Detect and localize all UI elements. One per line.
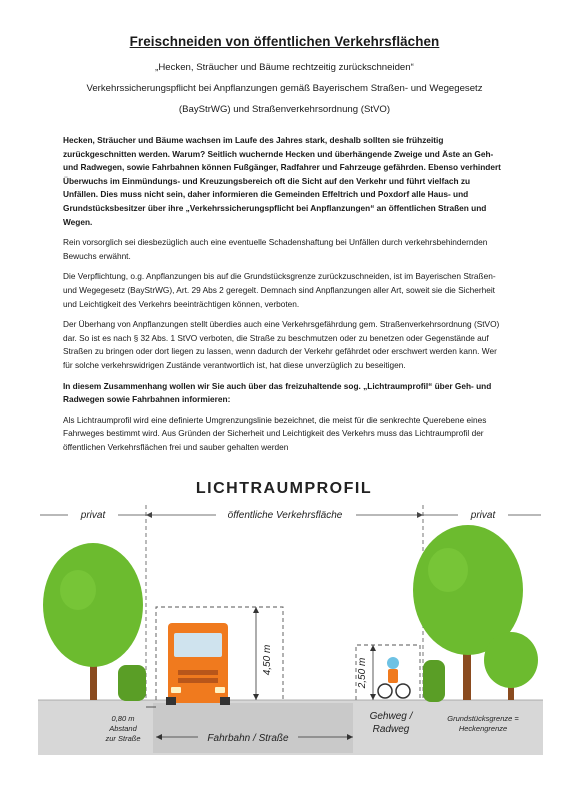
intro-paragraph: Hecken, Sträucher und Bäume wachsen im Laufe des Jahres stark, deshalb sollten sie frühzeitig zurückgeschnitten werden. Warum? Seitlich wuchernde Hecken und überhängende Zweige und Äste an Geh- und Radwegen, sowie Fahrbahnen können Fußgänger, Radfahrer und Fahrzeuge gefährden. Ebenso verhindert Überwuchs im Einmündungs- und Kreuzungsbereich oft die Sicht auf den Verkehr und führt vielfach zu Unfällen. Dies muss nicht sein, daher informieren die Gemeinden Effeltrich und Poxdorf alle Haus- und Grundstücksbesitzer über ihre „Verkehrssicherungspflicht bei Anpflanzungen“ an öffentlichen Straßen und Wegen.	[63, 135, 501, 227]
svg-text:Abstand: Abstand	[109, 724, 137, 733]
zone-label-private-right	[423, 508, 541, 521]
svg-text:privat: privat	[80, 510, 106, 521]
svg-text:Fahrbahn / Straße: Fahrbahn / Straße	[207, 733, 289, 744]
body-paragraph: Der Überhang von Anpflanzungen stellt überdies auch eine Verkehrsgefährdung gem. Straßenverkehrsordnung (StVO) dar. So ist es nach § 32 Abs. 1 StVO verboten, die Straße zu beschmutzen oder zu benetzen oder Gegenstände auf Straßen zu bringen oder dort liegen zu lassen, wenn dadurch der Verkehr gefährdet oder erschwert werden kann. Wer für solche verkehrswidrigen Zustände verantwortlich ist, hat diese unverzüglich zu beseitigen.	[63, 319, 500, 370]
road-surface	[153, 703, 353, 753]
subtitle-line: (BayStrWG) und Straßenverkehrsordnung (StVO)	[178, 104, 391, 115]
hedge-right-icon	[423, 660, 445, 702]
svg-text:öffentliche Verkehrsfläche: öffentliche Verkehrsfläche	[227, 510, 343, 521]
svg-text:zur Straße: zur Straße	[105, 734, 141, 743]
body-paragraph: Die Verpflichtung, o.g. Anpflanzungen bis auf die Grundstücksgrenze zurückzuschneiden, ist im Bayerischen Straßen- und Wegegesetz (BayStrWG), Art. 29 Abs 2 geregelt. Demnach sind Anpflanzungen aller Art, soweit sie die Sicherheit und Leichtigkeit des Verkehrs beeinträchtigen können, verboten.	[63, 271, 496, 309]
svg-text:4,50 m: 4,50 m	[262, 644, 273, 676]
svg-text:privat: privat	[470, 510, 496, 521]
subtitle-line: „Hecken, Sträucher und Bäume rechtzeitig zurückschneiden“	[155, 62, 414, 73]
height-path-dimension	[357, 645, 376, 700]
svg-text:Radweg: Radweg	[372, 724, 410, 735]
body-paragraph: Als Lichtraumprofil wird eine definierte Umgrenzungslinie bezeichnet, die meist für die senkrechte Querebene eines Fahrweges bestimmt wird. Aus Gründen der Sicherheit und Leichtigkeit des Verkehrs muss das Lichtraumprofil der öffentlichen Verkehrsflächen frei und sauber gehalten werden	[63, 414, 487, 452]
tree-small-right-icon	[484, 632, 538, 700]
svg-text:Grundstücksgrenze =: Grundstücksgrenze =	[447, 714, 519, 723]
svg-text:Heckengrenze: Heckengrenze	[458, 724, 508, 733]
subtitle-block	[63, 57, 506, 120]
body-paragraph: Rein vorsorglich sei diesbezüglich auch eine eventuelle Schadenshaftung bei Unfällen durch verkehrsbehindernden Bewuchs erwähnt.	[63, 237, 488, 261]
truck-icon	[166, 623, 230, 705]
document-title: Freischneiden von öffentlichen Verkehrsflächen	[129, 34, 440, 49]
emphasis-paragraph: In diesem Zusammenhang wollen wir Sie auch über das freizuhaltende sog. „Lichtraumprofil“ über Geh- und Radwegen sowie Fahrbahnen informieren:	[63, 380, 492, 405]
zone-label-public	[146, 508, 423, 521]
svg-text:Gehweg /: Gehweg /	[369, 711, 413, 722]
document-page	[63, 34, 506, 461]
diagram-heading: LICHTRAUMPROFIL	[195, 480, 373, 497]
svg-text:2,50 m: 2,50 m	[357, 657, 368, 689]
subtitle-line: Verkehrssicherungspflicht bei Anpflanzungen gemäß Bayerischem Straßen- und Wegegesetz	[86, 83, 483, 94]
height-road-dimension	[253, 607, 273, 700]
lichtraumprofil-diagram	[38, 475, 543, 760]
zone-label-private-left	[40, 508, 146, 521]
hedge-left-icon	[118, 665, 146, 701]
svg-text:0,80 m: 0,80 m	[111, 714, 135, 723]
cyclist-icon	[378, 657, 410, 698]
